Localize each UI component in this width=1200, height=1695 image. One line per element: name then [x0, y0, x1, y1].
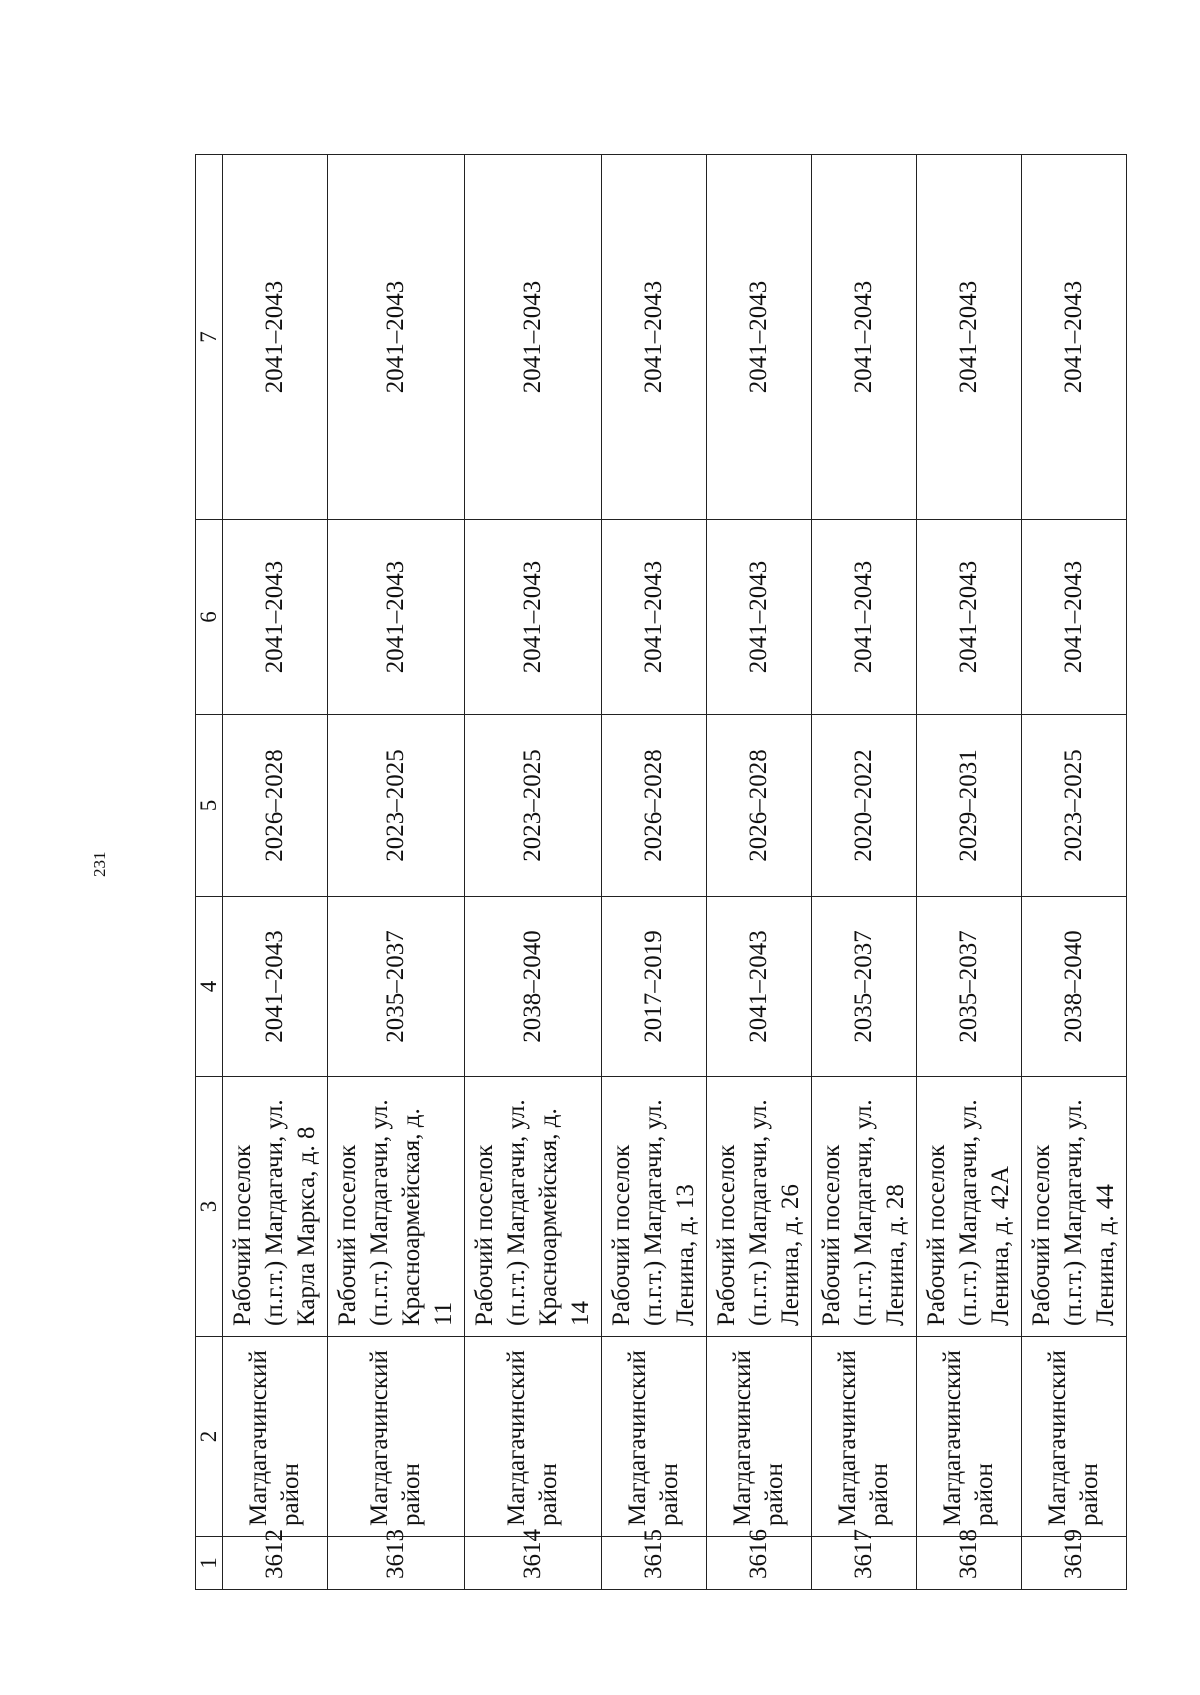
- table-row: [1022, 155, 1127, 1590]
- period-cell: 2041–2043: [223, 520, 328, 715]
- row-number: 3614: [465, 1537, 602, 1590]
- column-header: 3: [196, 1077, 223, 1337]
- table-row: [328, 155, 465, 1590]
- period-cell: 2026–2028: [602, 715, 707, 897]
- period-cell: 2041–2043: [917, 520, 1022, 715]
- row-number: 3616: [707, 1537, 812, 1590]
- period-cell: 2041–2043: [602, 520, 707, 715]
- period-cell: 2026–2028: [223, 715, 328, 897]
- table-container: [195, 155, 1125, 1590]
- table-row: [917, 155, 1022, 1590]
- column-header: 7: [196, 155, 223, 520]
- period-cell: 2035–2037: [812, 897, 917, 1077]
- row-number: 3615: [602, 1537, 707, 1590]
- district-cell: Магдагачинский район: [917, 1337, 1022, 1537]
- period-cell: 2041–2043: [465, 520, 602, 715]
- column-header: 1: [196, 1537, 223, 1590]
- period-cell: 2041–2043: [917, 155, 1022, 520]
- period-cell: 2041–2043: [707, 155, 812, 520]
- period-cell: 2023–2025: [465, 715, 602, 897]
- row-number: 3612: [223, 1537, 328, 1590]
- period-cell: 2041–2043: [1022, 155, 1127, 520]
- period-cell: 2026–2028: [707, 715, 812, 897]
- header-row: [196, 155, 223, 1590]
- district-cell: Магдагачинский район: [328, 1337, 465, 1537]
- registry-table: [195, 154, 1127, 1590]
- address-cell: Рабочий поселок (п.г.т.) Магдагачи, ул. Ленина, д. 42А: [917, 1077, 1022, 1337]
- period-cell: 2041–2043: [1022, 520, 1127, 715]
- period-cell: 2017–2019: [602, 897, 707, 1077]
- address-cell: Рабочий поселок (п.г.т.) Магдагачи, ул. Красноармейская, д. 14: [465, 1077, 602, 1337]
- address-cell: Рабочий поселок (п.г.т.) Магдагачи, ул. Ленина, д. 28: [812, 1077, 917, 1337]
- row-number: 3617: [812, 1537, 917, 1590]
- row-number: 3619: [1022, 1537, 1127, 1590]
- row-number: 3618: [917, 1537, 1022, 1590]
- column-header: 6: [196, 520, 223, 715]
- table-row: [465, 155, 602, 1590]
- table-row: [602, 155, 707, 1590]
- period-cell: 2041–2043: [328, 520, 465, 715]
- period-cell: 2041–2043: [465, 155, 602, 520]
- column-header: 2: [196, 1337, 223, 1537]
- column-header: 5: [196, 715, 223, 897]
- column-header: 4: [196, 897, 223, 1077]
- period-cell: 2041–2043: [328, 155, 465, 520]
- period-cell: 2041–2043: [812, 520, 917, 715]
- period-cell: 2041–2043: [223, 897, 328, 1077]
- district-cell: Магдагачинский район: [707, 1337, 812, 1537]
- row-number: 3613: [328, 1537, 465, 1590]
- address-cell: Рабочий поселок (п.г.т.) Магдагачи, ул. Ленина, д. 44: [1022, 1077, 1127, 1337]
- district-cell: Магдагачинский район: [602, 1337, 707, 1537]
- period-cell: 2038–2040: [465, 897, 602, 1077]
- period-cell: 2023–2025: [1022, 715, 1127, 897]
- period-cell: 2041–2043: [707, 520, 812, 715]
- period-cell: 2035–2037: [328, 897, 465, 1077]
- district-cell: Магдагачинский район: [812, 1337, 917, 1537]
- rotated-table-frame: [195, 155, 1125, 1590]
- address-cell: Рабочий поселок (п.г.т.) Магдагачи, ул. Красноармейская, д. 11: [328, 1077, 465, 1337]
- period-cell: 2029–2031: [917, 715, 1022, 897]
- district-cell: Магдагачинский район: [1022, 1337, 1127, 1537]
- period-cell: 2041–2043: [223, 155, 328, 520]
- address-cell: Рабочий поселок (п.г.т.) Магдагачи, ул. Карла Маркса, д. 8: [223, 1077, 328, 1337]
- period-cell: 2041–2043: [812, 155, 917, 520]
- period-cell: 2041–2043: [602, 155, 707, 520]
- address-cell: Рабочий поселок (п.г.т.) Магдагачи, ул. Ленина, д. 26: [707, 1077, 812, 1337]
- address-cell: Рабочий поселок (п.г.т.) Магдагачи, ул. Ленина, д. 13: [602, 1077, 707, 1337]
- district-cell: Магдагачинский район: [465, 1337, 602, 1537]
- period-cell: 2023–2025: [328, 715, 465, 897]
- district-cell: Магдагачинский район: [223, 1337, 328, 1537]
- table-row: [812, 155, 917, 1590]
- period-cell: 2020–2022: [812, 715, 917, 897]
- table-row: [223, 155, 328, 1590]
- page-number: 231: [90, 851, 109, 877]
- period-cell: 2035–2037: [917, 897, 1022, 1077]
- table-row: [707, 155, 812, 1590]
- period-cell: 2038–2040: [1022, 897, 1127, 1077]
- period-cell: 2041–2043: [707, 897, 812, 1077]
